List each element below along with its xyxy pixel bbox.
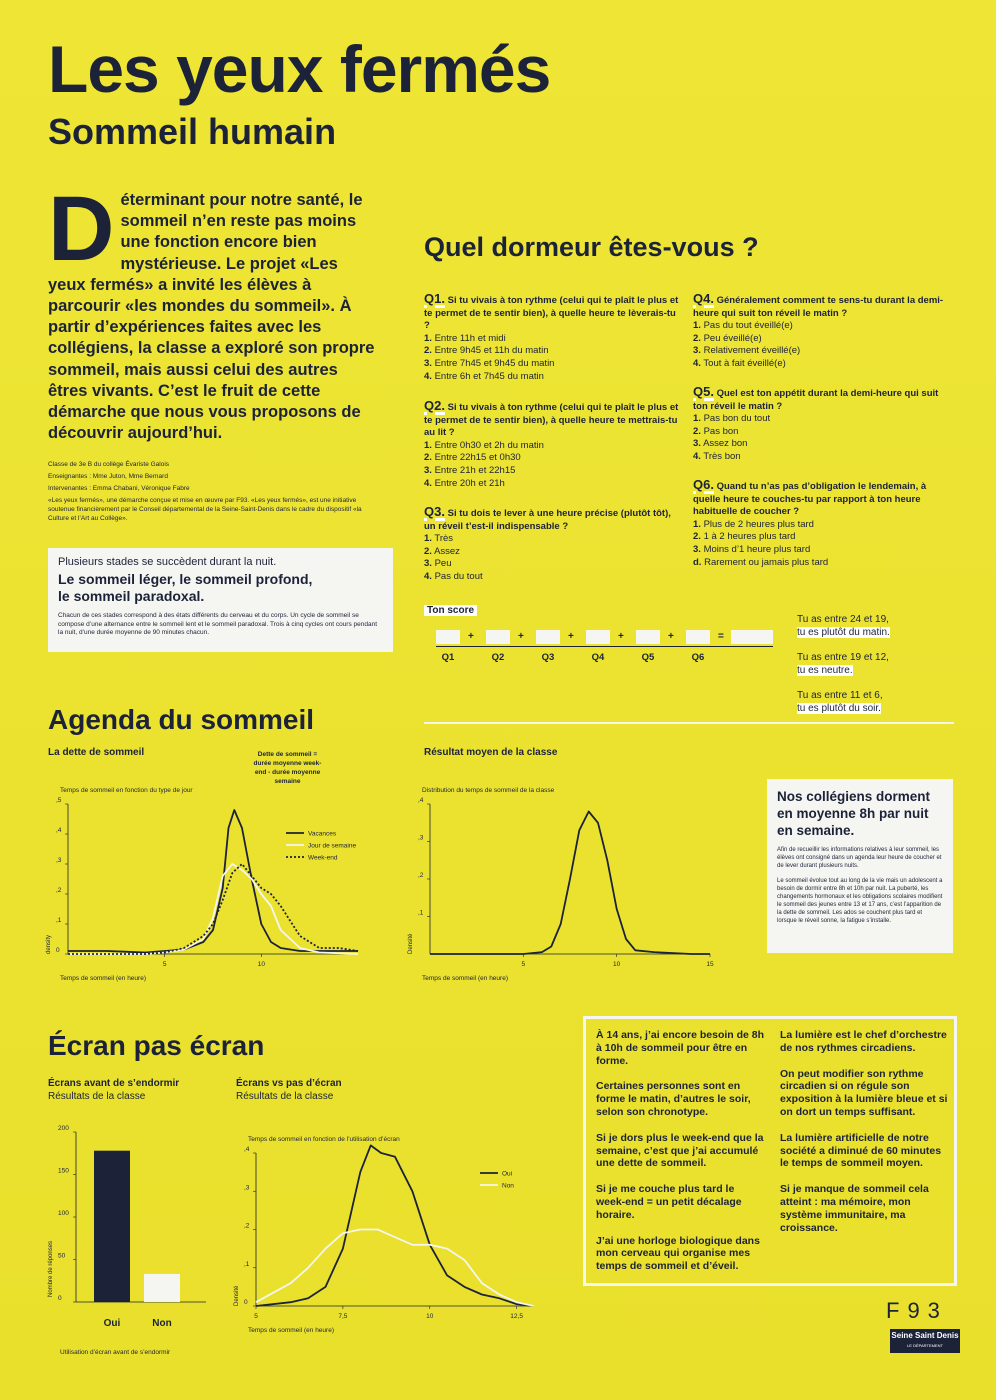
legend-label: Jour de semaine [308,842,357,850]
y-tick-label: ,2 [244,1222,250,1230]
q2-option: 1. Entre 0h30 et 2h du matin [424,439,544,451]
page-title: Les yeux fermés [48,32,551,106]
question-2 [424,400,684,490]
series-line [68,864,358,954]
score-box-q2[interactable] [486,630,510,644]
q1-option: 3. Entre 7h45 et 9h45 du matin [424,357,555,369]
q3-option: 3. Peu [424,558,452,570]
bar-category-label: Oui [103,1318,121,1329]
q1-number: Q1. [424,291,445,306]
info-box [767,779,953,953]
y-axis-label: Densité [234,1285,240,1306]
intro-text [48,178,378,444]
q1-option: 1. Entre 11h et midi [424,332,506,344]
y-tick-label: ,5 [56,797,62,804]
y-tick-label: 0 [58,1295,62,1302]
q6-option: 2. 1 à 2 heures plus tard [693,531,796,543]
agenda-title: Agenda du sommeil [48,704,315,735]
q3-option: 1. Très [424,533,454,545]
facts-box [583,1016,957,1286]
question-6 [693,479,953,569]
y-tick-label: 0 [56,947,60,954]
x-tick-label: 5 [162,961,167,968]
score-q-label: Q1 [441,652,455,663]
info-paragraph-1: Afin de recueillir les informations relatives à leur sommeil, les élèves ont consigné dans un agenda leur heure de coucher et de lever durant plusieurs nuits. [777,847,942,869]
seine-saint-denis-logo: Seine Saint Denis LE DÉPARTEMENT [890,1329,960,1353]
score-box-q5[interactable] [636,630,660,644]
fact: Certaines personnes sont en forme le matin, d’autres le soir, selon son chronotype. [596,1080,751,1118]
q2-option: 3. Entre 21h et 22h15 [424,464,516,476]
credit-speakers: Intervenantes : Emma Chabani, Véronique Fabre [48,485,190,492]
score-plus: + [568,631,574,642]
y-axis-label: Nombre de réponses [48,1240,54,1297]
fact: La lumière artificielle de notre société a diminué de 60 minutes le temps de sommeil moyen. [780,1131,942,1170]
y-tick-label: ,2 [418,872,424,879]
q6-option: d. Rarement ou jamais plus tard [693,556,829,568]
q5-option: 4. Très bon [693,450,741,462]
credit-note: «Les yeux fermés», une démarche conçue et mise en œuvre par F93. «Les yeux fermés», est une initiative soutenue financièrement par le Conseil départemental de la Seine-Saint-Denis dans le cadre du dispositif «la Culture et l’Art au Collège». [48,497,362,522]
credit-teachers: Enseignantes : Mme Juton, Mme Bernard [48,473,168,480]
y-tick-label: 200 [58,1125,69,1132]
score-q-label: Q6 [691,652,705,663]
line-chart-label: Écrans vs pas d’écran [236,1078,342,1089]
x-axis-label: Temps de sommeil (en heure) [422,975,508,982]
fact: J’ai une horloge biologique dans mon cerveau qui organise mes temps de sommeil et d’éveil. [596,1234,760,1273]
fact: À 14 ans, j’ai encore besoin de 8h à 10h de sommeil pour être en forme. [596,1029,765,1067]
q5-text: Quel est ton appétit durant la demi-heure qui suit ton réveil le matin ? [693,388,939,412]
question-3 [424,506,684,584]
stages-strong-1: Le sommeil léger, le sommeil profond, [58,571,313,587]
y-tick-label: ,4 [418,797,424,804]
bar-category-label: Non [152,1318,172,1329]
facts-left-column [596,1029,766,1286]
fact: La lumière est le chef d’orchestre de nos rythmes circadiens. [780,1029,947,1054]
q1-option: 4. Entre 6h et 7h45 du matin [424,370,544,382]
y-tick-label: ,3 [418,834,424,842]
intro-dropcap: D [48,178,115,280]
q4-option: 2. Peu éveillé(e) [693,332,762,344]
q6-option: 1. Plus de 2 heures plus tard [693,518,814,530]
info-paragraph-2: Le sommeil évolue tout au long de la vie mais un adolescent a besoin de dormir entre 8h et 10h par nuit. La puberté, les changements hormonaux et les obligations scolaires modifient le sommeil des jeunes entre 13 et 17 ans, c’est l’apparition de la dette de sommeil. Les ados se couchent plus tard et lorsque le réveil sonne, la fatigue s’installe. [777,878,943,924]
q6-option: 3. Moins d’1 heure plus tard [693,543,811,555]
intro-body: éterminant pour notre santé, le sommeil n’en reste pas moins une fonction encore bien mystérieuse. Le projet «Les yeux fermés» a invité les élèves à parcourir «les mondes du sommeil». À partir d’expériences faites avec les collégiens, la classe a exploré son propre sommeil, mais aussi celui des autres êtres vivants. C’est le fruit de cette démarche que nous vous proposons de découvrir aujourd’hui. [48,191,375,443]
question-5 [693,386,953,464]
class-result-label: Résultat moyen de la classe [424,747,558,758]
score-plus: + [468,631,474,642]
x-axis-label: Utilisation d’écran avant de s’endormir [60,1349,171,1356]
quiz-title: Quel dormeur êtes-vous ? [424,232,759,262]
ecran-title: Écran pas écran [48,1030,265,1061]
legend-label: Non [502,1182,514,1190]
y-tick-label: 150 [58,1167,69,1175]
x-tick-label: 7,5 [338,1313,348,1320]
legend-label: Oui [502,1170,513,1178]
x-tick-label: 10 [613,961,621,968]
q4-number: Q4. [693,291,714,306]
debt-formula: Dette de sommeil = durée moyenne week-end - durée moyenne semaine [253,751,322,785]
credits [48,460,378,526]
line-chart-sub: Résultats de la classe [236,1091,334,1102]
bar-chart-label: Écrans avant de s’endormir [48,1078,180,1089]
score-row [436,630,776,670]
score-label: Ton score [424,605,477,616]
q3-number: Q3. [424,504,445,519]
q6-number: Q6. [693,477,714,492]
chart-screens-before-sleep [40,1120,230,1365]
stages-small: Chacun de ces stades correspond à des états différents du cerveau et du corps. Un cycle de sommeil se compose d’une alternance entre le sommeil lent et le sommeil paradoxal. Trois à cinq cycles ont cours pendant la nuit, d’une durée moyenne de 90 minutes chacun. [58,612,378,636]
y-tick-label: 100 [58,1210,69,1217]
score-total-box[interactable] [731,630,773,644]
q4-option: 3. Relativement éveillé(e) [693,345,801,357]
score-q-label: Q4 [591,652,605,663]
chart-title: Temps de sommeil en fonction du type de jour [60,787,193,794]
y-axis-label: density [46,934,52,954]
q2-option: 4. Entre 20h et 21h [424,477,505,489]
y-axis-label: Densité [408,933,414,954]
fact: Si je dors plus le week-end que la semaine, c’est que j’ai accumulé une dette de sommeil. [596,1131,764,1170]
chart-sleep-by-day-type [44,780,364,990]
credit-class: Classe de 3e B du collège Évariste Galois [48,461,170,468]
q3-text: Si tu dois te lever à une heure précise (plutôt tôt), un réveil t’est-il indispensable ? [424,508,671,532]
x-axis-label: Temps de sommeil (en heure) [248,1327,334,1334]
q5-option: 2. Pas bon [693,425,739,437]
chart-screen-vs-no-screen [230,1125,550,1360]
page-subtitle: Sommeil humain [48,111,337,152]
score-plus: + [668,631,674,642]
fact: Si je me couche plus tard le week-end = un petit décalage horaire. [596,1183,742,1221]
x-tick-label: 10 [426,1313,434,1320]
y-tick-label: ,1 [418,909,424,917]
bar [144,1274,180,1302]
y-tick-label: ,4 [56,827,62,834]
bar [94,1151,130,1302]
y-tick-label: 0 [244,1299,248,1306]
series-line [256,1145,534,1306]
score-result-evening: Tu as entre 11 et 6, tu es plutôt du soir. [797,690,883,714]
stages-strong-2: le sommeil paradoxal. [58,588,205,604]
q2-option: 2. Entre 22h15 et 0h30 [424,452,521,464]
q2-number: Q2. [424,398,445,413]
score-line [436,646,773,647]
sleep-stages-box [48,548,393,652]
score-box-q6[interactable] [686,630,710,644]
legend-label: Week-end [308,854,338,862]
info-headline: Nos collégiens dorment en moyenne 8h par nuit en semaine. [777,789,931,838]
y-tick-label: 50 [58,1252,66,1260]
bar-chart-sub: Résultats de la classe [48,1091,146,1102]
facts-right-column [780,1029,950,1247]
y-tick-label: ,2 [56,887,62,894]
q5-number: Q5. [693,384,714,399]
q4-option: 4. Tout à fait éveillé(e) [693,357,786,369]
question-1 [424,293,684,383]
x-tick-label: 12,5 [510,1313,523,1320]
q3-option: 4. Pas du tout [424,570,483,582]
q1-option: 2. Entre 9h45 et 11h du matin [424,345,549,357]
q5-option: 1. Pas bon du tout [693,413,771,425]
chart-class-distribution [406,780,716,990]
score-plus: + [618,631,624,642]
score-box-q3[interactable] [536,630,560,644]
score-box-q1[interactable] [436,630,460,644]
fact: Si je manque de sommeil cela atteint : ma mémoire, mon système immunitaire, ma croissance. [780,1183,929,1234]
q4-option: 1. Pas du tout éveillé(e) [693,320,793,332]
x-axis-label: Temps de sommeil (en heure) [60,975,146,982]
stages-lead: Plusieurs stades se succèdent durant la nuit. [58,556,277,568]
score-q-label: Q3 [541,652,555,663]
q2-text: Si tu vivais à ton rythme (celui qui te plaît le plus et te permet de te sentir bien), à quelle heure te mettrais-tu au lit ? [424,402,679,439]
q4-text: Généralement comment te sens-tu durant la demi-heure qui suit ton réveil le matin ? [693,295,944,319]
series-line [430,812,710,955]
y-tick-label: ,3 [56,857,62,864]
x-tick-label: 5 [521,961,526,968]
chart-title: Temps de sommeil en fonction de l’utilisation d’écran [248,1136,400,1143]
x-tick-label: 15 [706,961,714,968]
q1-text: Si tu vivais à ton rythme (celui qui te plaît le plus et te permet de te sentir bien), à quelle heure te lèverais-tu ? [424,295,679,332]
f93-logo: F93 [886,1298,948,1323]
y-tick-label: ,1 [56,917,62,924]
y-tick-label: ,4 [244,1146,250,1153]
x-tick-label: 5 [254,1313,258,1320]
divider [424,722,954,724]
score-result-neutral: Tu as entre 19 et 12, tu es neutre. [797,652,889,676]
series-line [68,864,358,954]
y-tick-label: ,1 [244,1260,250,1268]
y-tick-label: ,3 [244,1184,250,1192]
score-plus: + [518,631,524,642]
score-box-q4[interactable] [586,630,610,644]
debt-label: La dette de sommeil [48,747,145,758]
score-q-label: Q2 [491,652,505,663]
score-result-morning: Tu as entre 24 et 19, tu es plutôt du matin. [797,614,890,638]
score-equals: = [718,631,724,642]
x-tick-label: 10 [257,961,265,968]
q5-option: 3. Assez bon [693,438,748,450]
chart-title: Distribution du temps de sommeil de la classe [422,787,555,794]
q3-option: 2. Assez [424,545,460,557]
score-q-label: Q5 [641,652,655,663]
legend-label: Vacances [308,830,337,838]
series-line [256,1230,534,1307]
q6-text: Quand tu n’as pas d’obligation le lendemain, à quelle heure te couches-tu par rapport à ton heure habituelle de coucher ? [693,481,927,518]
fact: On peut modifier son rythme circadien si on régule son exposition à la lumière bleue et si on dort un temps suffisant. [780,1067,948,1118]
question-4 [693,293,953,371]
